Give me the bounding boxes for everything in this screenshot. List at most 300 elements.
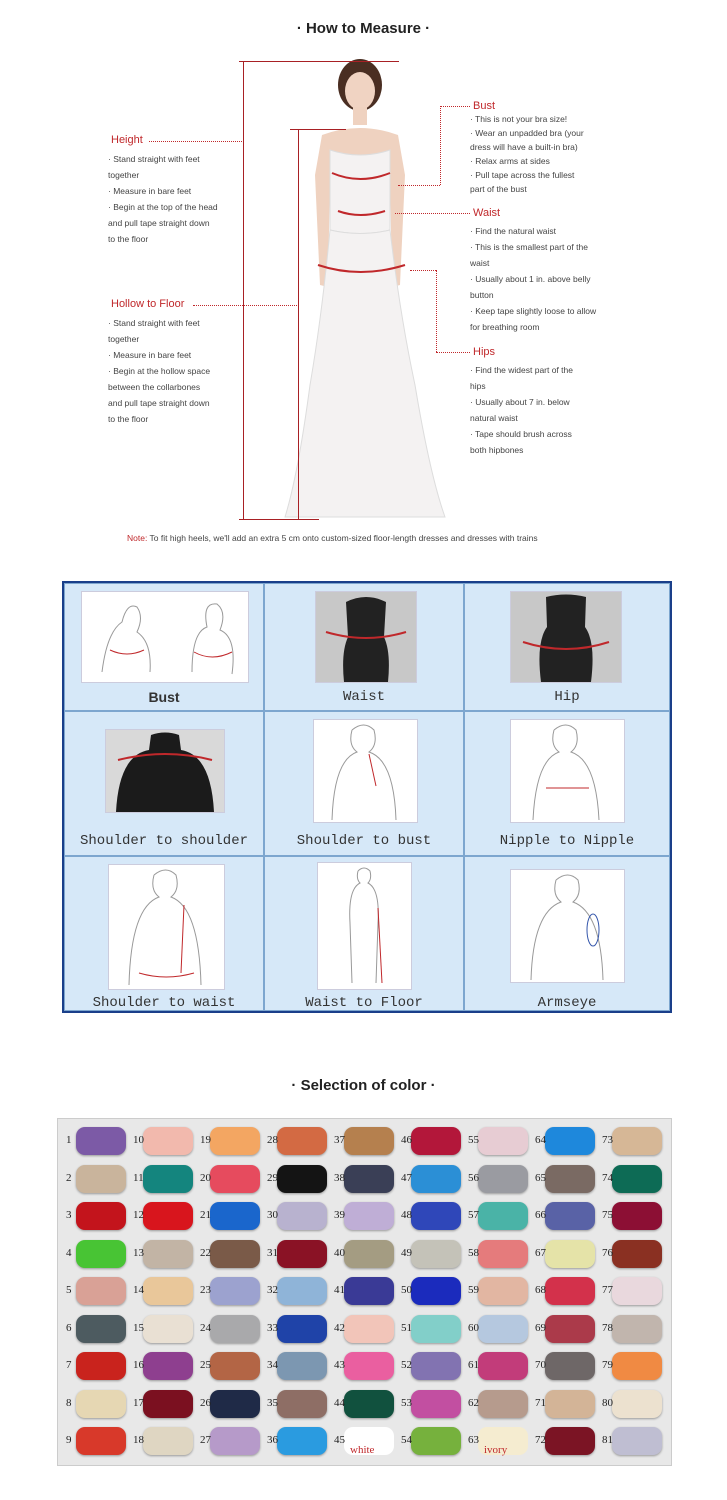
bust-line-5: · Pull tape across the fullest [470,170,575,180]
swatch-chip [143,1390,193,1418]
color-swatch-63[interactable] [468,1424,538,1462]
swatch-number: 72 [535,1434,546,1446]
color-swatch-13[interactable] [133,1237,203,1275]
color-swatch-65[interactable] [535,1162,605,1200]
color-swatch-67[interactable] [535,1237,605,1275]
swatch-chip [76,1127,126,1155]
table-cell-hip [464,583,670,711]
color-swatch-59[interactable] [468,1274,538,1312]
swatch-chip [411,1315,461,1343]
color-swatch-61[interactable] [468,1349,538,1387]
swatch-number: 35 [267,1396,278,1409]
swatch-chip [478,1352,528,1380]
color-swatch-26[interactable] [200,1387,270,1425]
swatch-chip [612,1315,662,1343]
swatch-number: 64 [535,1134,546,1146]
swatch-number: 9 [66,1434,72,1446]
swatch-chip [478,1315,528,1343]
color-swatch-32[interactable] [267,1274,337,1312]
swatch-chip [76,1352,126,1380]
swatch-number: 41 [334,1284,345,1296]
swatch-number: 1 [66,1134,72,1146]
waist-to-floor-sketch [317,862,412,990]
height-line-2: together [108,170,140,180]
swatch-number: 10 [133,1134,144,1146]
swatch-number: 7 [66,1359,72,1371]
swatch-number: 48 [401,1209,412,1221]
swatch-chip [478,1127,528,1155]
color-swatch-78[interactable] [602,1312,672,1350]
swatch-number: 55 [468,1134,479,1146]
swatch-chip [143,1427,193,1455]
swatch-number: 11 [133,1171,144,1184]
color-swatch-58[interactable] [468,1237,538,1275]
color-swatch-76[interactable] [602,1237,672,1275]
swatch-number: 20 [200,1171,211,1184]
swatch-chip [344,1240,394,1268]
swatch-chip [210,1315,260,1343]
color-swatch-25[interactable] [200,1349,270,1387]
swatch-number: 31 [267,1246,278,1259]
swatch-chip [143,1127,193,1155]
color-swatch-24[interactable] [200,1312,270,1350]
color-swatch-21[interactable] [200,1199,270,1237]
waist-line-6: · Keep tape slightly loose to allow [470,306,597,316]
color-swatch-3[interactable] [66,1199,136,1237]
table-cell-shoulder-to-shoulder [64,711,264,856]
swatch-number: 12 [133,1209,144,1221]
color-swatch-64[interactable] [535,1124,605,1162]
swatch-chip [210,1277,260,1305]
swatch-number: 16 [133,1359,144,1371]
swatch-number: 54 [401,1434,412,1446]
color-swatch-48[interactable] [401,1199,471,1237]
table-cell-bust [64,583,264,711]
color-swatch-7[interactable] [66,1349,136,1387]
swatch-number: 39 [334,1209,345,1221]
table-cell-armseye [464,856,670,1011]
color-swatch-2[interactable] [66,1162,136,1200]
bust-line-1: · This is not your bra size! [470,114,568,124]
nipple-sketch [510,719,625,823]
color-swatch-44[interactable] [334,1387,404,1425]
height-line-4: · Begin at the top of the head [108,202,218,212]
swatch-number: 63 [468,1434,479,1446]
swatch-chip [411,1127,461,1155]
color-swatch-34[interactable] [267,1349,337,1387]
shoulder-to-waist-sketch [108,864,225,990]
hollow-label: Hollow to Floor [111,298,185,310]
swatch-number: 62 [468,1396,479,1409]
hollow-line [298,130,299,520]
color-swatch-47[interactable] [401,1162,471,1200]
color-swatch-19[interactable] [200,1124,270,1162]
waist-line-3: waist [470,258,490,268]
height-line-3: · Measure in bare feet [108,186,192,196]
color-swatch-51[interactable] [401,1312,471,1350]
table-label-nipple-to-nipple: Nipple to Nipple [499,833,635,849]
swatch-number: 8 [66,1396,72,1409]
swatch-number: 57 [468,1209,479,1221]
height-line [243,62,244,520]
bust-instructions [470,112,584,196]
swatch-chip [210,1240,260,1268]
hips-line-5: · Tape should brush across [470,429,572,439]
color-swatch-4[interactable] [66,1237,136,1275]
hips-instructions [470,362,573,458]
color-swatch-75[interactable] [602,1199,672,1237]
swatch-number: 6 [66,1321,72,1334]
swatch-chip [76,1202,126,1230]
swatch-chip [545,1127,595,1155]
color-swatch-69[interactable] [535,1312,605,1350]
swatch-chip [76,1390,126,1418]
bust-leader-end [398,185,440,186]
hollow-line-7: to the floor [108,414,149,424]
swatch-chip [612,1127,662,1155]
hollow-instructions [108,315,210,427]
waist-leader [395,213,470,214]
swatch-number: 3 [66,1209,72,1221]
swatch-number: 61 [468,1359,479,1371]
swatch-number: 32 [267,1284,278,1296]
swatch-number: 59 [468,1284,479,1296]
swatch-chip [143,1352,193,1380]
color-swatch-18[interactable] [133,1424,203,1462]
table-label-shoulder-to-bust: Shoulder to bust [296,833,432,849]
hollow-line-1: · Stand straight with feet [108,318,200,328]
swatch-chip [612,1202,662,1230]
measure-note [127,533,538,543]
swatch-chip [545,1165,595,1193]
swatch-chip [210,1202,260,1230]
swatch-number: 21 [200,1209,211,1221]
swatch-number: 34 [267,1359,278,1371]
swatch-chip [76,1277,126,1305]
swatch-number: 43 [334,1359,345,1371]
swatch-chip [545,1202,595,1230]
table-label-armseye: Armseye [537,995,597,1011]
waist-photo [315,591,417,683]
swatch-chip [545,1315,595,1343]
swatch-number: 77 [602,1284,613,1296]
swatch-number: 65 [535,1171,546,1184]
hips-leader [436,352,470,353]
swatch-number: 51 [401,1321,412,1334]
color-swatch-6[interactable] [66,1312,136,1350]
swatch-number: 58 [468,1246,479,1259]
swatch-chip [612,1165,662,1193]
hollow-top-tick [290,129,346,130]
color-swatch-74[interactable] [602,1162,672,1200]
color-swatch-8[interactable] [66,1387,136,1425]
swatch-number: 79 [602,1359,613,1371]
swatch-number: 18 [133,1434,144,1446]
table-label-waist: Waist [342,689,385,705]
color-swatch-37[interactable] [334,1124,404,1162]
table-cell-shoulder-to-bust [264,711,464,856]
color-swatch-27[interactable] [200,1424,270,1462]
swatch-number: 17 [133,1396,144,1409]
swatch-chip [545,1240,595,1268]
height-leader [149,141,242,142]
color-swatch-56[interactable] [468,1162,538,1200]
table-label-waist-to-floor: Waist to Floor [305,995,423,1011]
swatch-chip [76,1240,126,1268]
hollow-line-5: between the collarbones [108,382,201,392]
swatch-name: ivory [484,1444,508,1456]
swatch-number: 66 [535,1209,546,1221]
hollow-line-3: · Measure in bare feet [108,350,192,360]
color-swatch-52[interactable] [401,1349,471,1387]
swatch-chip [478,1202,528,1230]
hips-line-4: natural waist [470,413,518,423]
swatch-chip [478,1390,528,1418]
swatch-chip [277,1352,327,1380]
swatch-number: 70 [535,1359,546,1371]
swatch-chip [76,1427,126,1455]
swatch-number: 78 [602,1321,613,1334]
color-swatch-70[interactable] [535,1349,605,1387]
swatch-number: 23 [200,1284,211,1296]
color-swatch-29[interactable] [267,1162,337,1200]
table-cell-shoulder-to-waist [64,856,264,1011]
bust-leader [440,106,470,107]
swatch-number: 30 [267,1209,278,1221]
swatch-number: 69 [535,1321,546,1334]
bust-line-2: · Wear an unpadded bra (your [470,128,584,138]
color-swatch-81[interactable] [602,1424,672,1462]
bust-leader-vertical [440,106,441,185]
swatch-number: 52 [401,1359,412,1371]
note-label: Note: [127,533,148,543]
swatch-number: 60 [468,1321,479,1334]
color-swatch-55[interactable] [468,1124,538,1162]
swatch-number: 36 [267,1434,278,1446]
swatch-chip [545,1352,595,1380]
swatch-number: 71 [535,1396,546,1409]
swatch-number: 81 [602,1434,613,1446]
height-label: Height [111,134,143,146]
swatch-number: 47 [401,1171,412,1184]
waist-instructions [470,223,596,335]
swatch-chip [411,1240,461,1268]
swatch-chip [277,1390,327,1418]
table-label-shoulder-to-shoulder: Shoulder to shoulder [79,833,249,849]
swatch-number: 2 [66,1171,72,1184]
swatch-chip [277,1427,327,1455]
swatch-chip [612,1390,662,1418]
hips-line-2: hips [470,381,486,391]
swatch-number: 74 [602,1171,613,1184]
color-swatch-16[interactable] [133,1349,203,1387]
color-swatch-43[interactable] [334,1349,404,1387]
waist-line-7: for breathing room [470,322,540,332]
dress-illustration [240,55,500,525]
swatch-number: 24 [200,1321,211,1334]
color-swatch-77[interactable] [602,1274,672,1312]
swatch-chip [411,1427,461,1455]
color-swatch-39[interactable] [334,1199,404,1237]
bust-line-6: part of the bust [470,184,527,194]
color-swatch-23[interactable] [200,1274,270,1312]
swatch-number: 4 [66,1246,72,1259]
swatch-number: 40 [334,1246,345,1259]
swatch-chip [612,1427,662,1455]
color-swatch-72[interactable] [535,1424,605,1462]
swatch-number: 75 [602,1209,613,1221]
height-line-1: · Stand straight with feet [108,154,200,164]
swatch-chip [478,1277,528,1305]
table-cell-waist-to-floor [264,856,464,1011]
color-swatch-38[interactable] [334,1162,404,1200]
shoulder-photo [105,729,225,813]
swatch-chip [143,1202,193,1230]
swatch-number: 46 [401,1134,412,1146]
swatch-number: 76 [602,1246,613,1259]
bust-line-3: dress will have a built-in bra) [470,142,578,152]
height-bottom-tick [239,519,319,520]
color-swatch-5[interactable] [66,1274,136,1312]
color-swatch-62[interactable] [468,1387,538,1425]
swatch-number: 49 [401,1246,412,1259]
color-swatch-49[interactable] [401,1237,471,1275]
height-line-5: and pull tape straight down [108,218,210,228]
swatch-chip [143,1315,193,1343]
swatch-number: 68 [535,1284,546,1296]
color-swatch-15[interactable] [133,1312,203,1350]
color-swatch-17[interactable] [133,1387,203,1425]
swatch-number: 73 [602,1134,613,1146]
swatch-chip [411,1165,461,1193]
hips-leader-vertical [436,270,437,352]
swatch-chip [143,1240,193,1268]
color-swatch-73[interactable] [602,1124,672,1162]
color-swatch-41[interactable] [334,1274,404,1312]
how-to-measure-title: · How to Measure · [296,20,431,37]
swatch-chip [277,1240,327,1268]
swatch-number: 13 [133,1246,144,1259]
swatch-chip [411,1202,461,1230]
color-swatch-22[interactable] [200,1237,270,1275]
swatch-chip [545,1427,595,1455]
swatch-chip [210,1165,260,1193]
bust-label: Bust [473,100,496,112]
hips-line-3: · Usually about 7 in. below [470,397,570,407]
swatch-number: 5 [66,1284,72,1296]
swatch-chip [277,1127,327,1155]
swatch-number: 67 [535,1246,546,1259]
table-cell-nipple-to-nipple [464,711,670,856]
swatch-number: 37 [334,1134,345,1146]
armseye-sketch [510,869,625,983]
color-swatch-60[interactable] [468,1312,538,1350]
hips-label: Hips [473,346,496,358]
color-swatch-79[interactable] [602,1349,672,1387]
color-swatch-71[interactable] [535,1387,605,1425]
swatch-chip [478,1240,528,1268]
hips-line-6: both hipbones [470,445,524,455]
color-swatch-9[interactable] [66,1424,136,1462]
swatch-number: 44 [334,1396,345,1409]
color-swatch-14[interactable] [133,1274,203,1312]
waist-label: Waist [473,207,501,219]
hips-leader-end [410,270,436,271]
color-swatch-28[interactable] [267,1124,337,1162]
color-swatch-11[interactable] [133,1162,203,1200]
swatch-chip [76,1165,126,1193]
measurement-table [62,581,672,1013]
color-palette [57,1118,672,1466]
swatch-chip [344,1165,394,1193]
color-swatch-53[interactable] [401,1387,471,1425]
swatch-number: 26 [200,1396,211,1409]
hollow-line-2: together [108,334,140,344]
swatch-number: 14 [133,1284,144,1296]
color-swatch-35[interactable] [267,1387,337,1425]
swatch-chip [612,1277,662,1305]
swatch-chip [612,1240,662,1268]
swatch-chip [277,1315,327,1343]
color-swatch-12[interactable] [133,1199,203,1237]
swatch-chip [612,1352,662,1380]
color-swatch-68[interactable] [535,1274,605,1312]
color-swatch-54[interactable] [401,1424,471,1462]
swatch-chip [277,1277,327,1305]
color-swatch-50[interactable] [401,1274,471,1312]
color-swatch-66[interactable] [535,1199,605,1237]
color-swatch-46[interactable] [401,1124,471,1162]
color-swatch-40[interactable] [334,1237,404,1275]
swatch-number: 33 [267,1321,278,1334]
bust-sketch [81,591,249,683]
color-swatch-30[interactable] [267,1199,337,1237]
color-swatch-33[interactable] [267,1312,337,1350]
color-swatch-36[interactable] [267,1424,337,1462]
table-label-hip: Hip [554,689,580,705]
swatch-chip [545,1390,595,1418]
swatch-chip [344,1127,394,1155]
color-swatch-1[interactable] [66,1124,136,1162]
swatch-number: 15 [133,1321,144,1334]
swatch-chip [344,1352,394,1380]
color-swatch-31[interactable] [267,1237,337,1275]
swatch-name: white [350,1444,375,1456]
swatch-chip [478,1165,528,1193]
waist-line-5: button [470,290,494,300]
color-swatch-20[interactable] [200,1162,270,1200]
swatch-chip [545,1277,595,1305]
swatch-number: 25 [200,1359,211,1371]
swatch-chip [76,1315,126,1343]
swatch-chip [344,1315,394,1343]
color-swatch-42[interactable] [334,1312,404,1350]
waist-line-2: · This is the smallest part of the [470,242,588,252]
swatch-number: 50 [401,1284,412,1296]
swatch-chip [411,1390,461,1418]
color-swatch-57[interactable] [468,1199,538,1237]
table-cell-waist [264,583,464,711]
swatch-chip [344,1277,394,1305]
color-swatch-80[interactable] [602,1387,672,1425]
swatch-chip [210,1127,260,1155]
hip-photo [510,591,622,683]
color-swatch-10[interactable] [133,1124,203,1162]
note-text: To fit high heels, we'll add an extra 5 cm onto custom-sized floor-length dresses and dresses with trains [147,533,538,543]
hips-line-1: · Find the widest part of the [470,365,573,375]
color-swatch-45[interactable] [334,1424,404,1462]
swatch-chip [210,1352,260,1380]
